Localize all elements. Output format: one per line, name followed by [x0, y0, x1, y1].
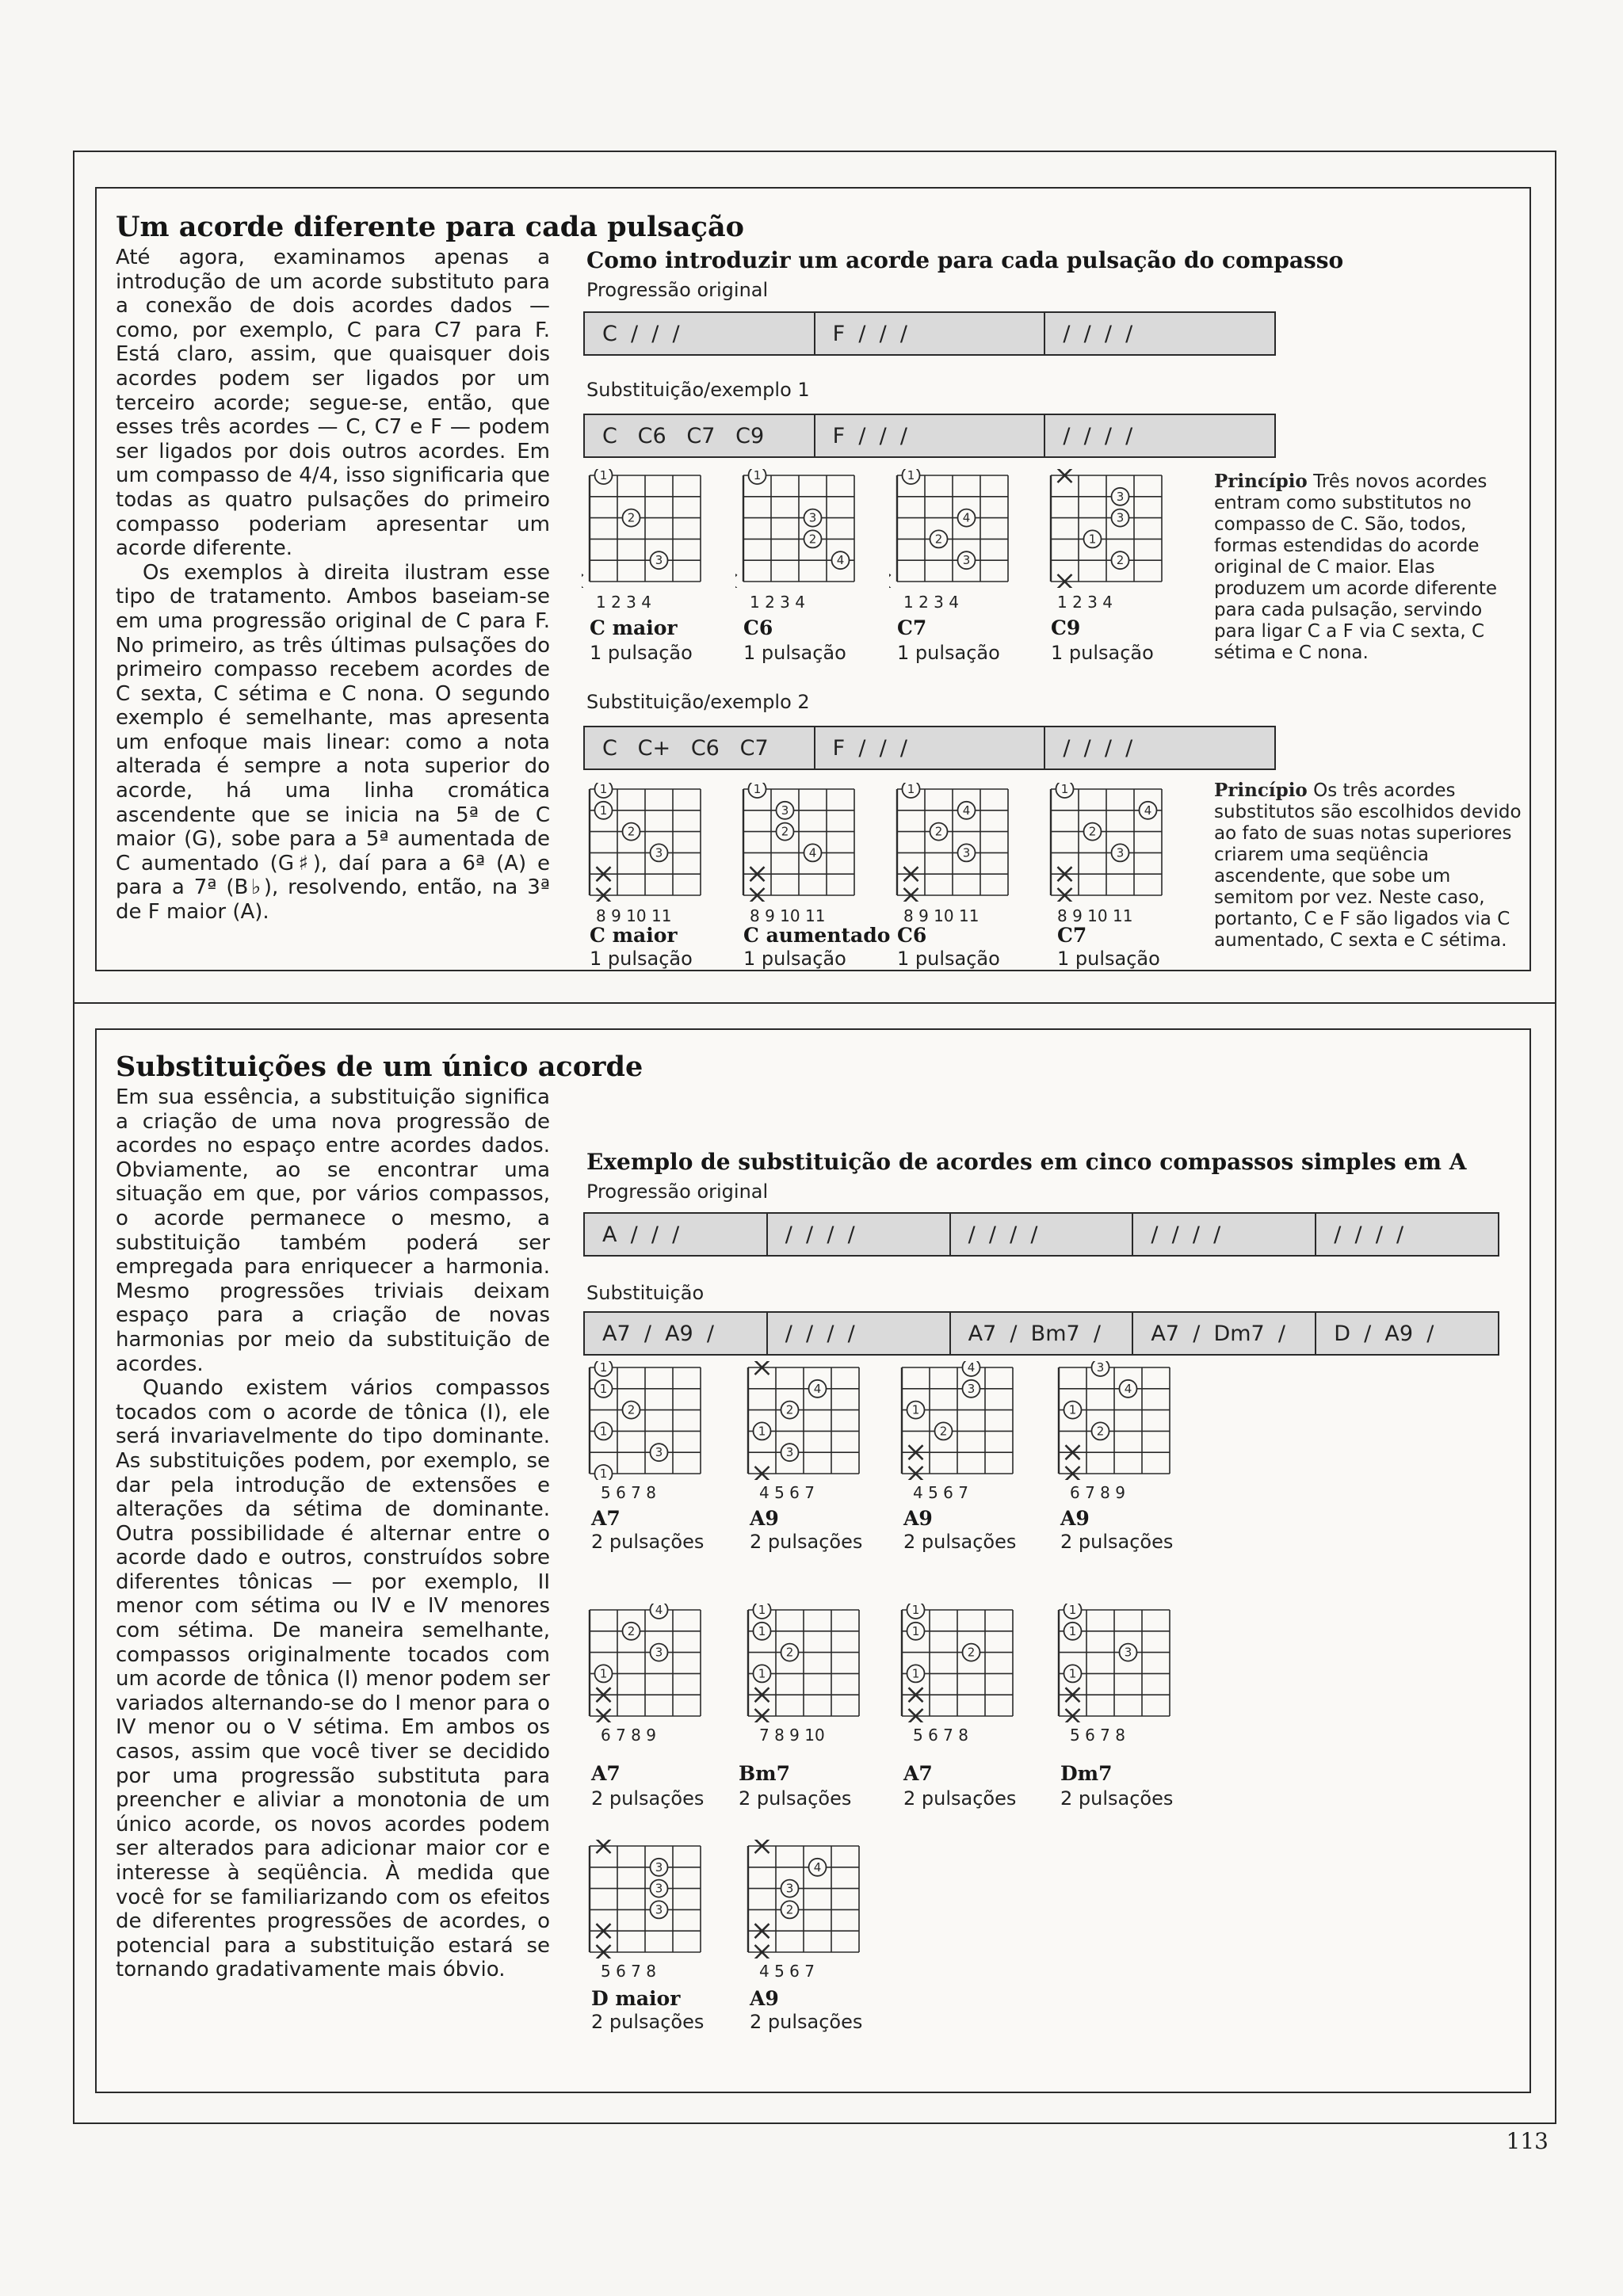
chord-diagram	[889, 783, 1016, 902]
chord-name: A7	[903, 1762, 933, 1785]
finger-number: 3	[1124, 1645, 1132, 1660]
chord-diagram	[894, 1604, 1021, 1722]
chord-name: C maior	[590, 924, 678, 947]
chord-diagram	[1051, 1361, 1178, 1480]
chord-grid	[735, 783, 862, 902]
measure: / / / /	[1063, 321, 1133, 346]
finger-number: 2	[627, 1623, 636, 1638]
measure: A7 / Dm7 /	[1133, 1313, 1316, 1354]
chord-name: C9	[1051, 616, 1081, 639]
chord-diagram	[740, 1840, 867, 1958]
chord-pulse: 2 pulsações	[903, 1531, 1017, 1553]
finger-number: 3	[808, 510, 817, 525]
finger-number: 1	[1068, 1402, 1077, 1417]
principle-label: Princípio	[1214, 471, 1308, 492]
section-1-label-original: Progressão original	[586, 279, 769, 301]
fret-numbers: 8 9 10 11	[750, 906, 826, 925]
measure: / / / /	[768, 1214, 951, 1255]
finger-number: 3	[1116, 489, 1125, 504]
finger-number: 4	[967, 1361, 976, 1375]
measure: F / / /	[815, 727, 1046, 769]
measure: / / / /	[768, 1313, 951, 1354]
finger-number: 2	[1096, 1424, 1105, 1439]
chord-name: Dm7	[1060, 1762, 1113, 1785]
finger-number: 4	[1124, 1381, 1132, 1396]
finger-number: 4	[962, 803, 971, 818]
chord-diagram	[582, 783, 708, 902]
chord-name: Bm7	[739, 1762, 790, 1785]
finger-number: 2	[627, 824, 636, 839]
finger-number: 1	[911, 1604, 920, 1617]
finger-number: 3	[655, 845, 663, 860]
finger-number: 3	[655, 1881, 663, 1896]
chord-pulse: 1 pulsação	[743, 948, 846, 970]
chord-grid	[1051, 1604, 1178, 1722]
section-2-heading: Exemplo de substituição de acordes em cinco compassos simples em A	[586, 1149, 1467, 1175]
chord-diagram	[582, 1840, 708, 1958]
chord-diagram	[1043, 783, 1170, 902]
finger-number: 1	[758, 1424, 766, 1439]
chord-pulse: 2 pulsações	[750, 1531, 863, 1553]
finger-number: 3	[1096, 1361, 1105, 1375]
finger-number: 1	[599, 803, 608, 818]
finger-number: 2	[627, 1402, 636, 1417]
finger-number: 4	[655, 1604, 663, 1617]
finger-number: 3	[655, 553, 663, 568]
page-number: 113	[1506, 2128, 1549, 2154]
finger-number: 1	[758, 1623, 766, 1638]
finger-number: 1	[1088, 532, 1097, 547]
measure: F / / /	[815, 415, 1046, 456]
section-2-label-sub: Substituição	[586, 1282, 705, 1304]
finger-number: 1	[911, 1623, 920, 1638]
fret-numbers: 1 2 3 4	[903, 593, 959, 612]
finger-number: 2	[1088, 824, 1097, 839]
measure: / / / /	[1334, 1222, 1404, 1247]
fret-numbers: 8 9 10 11	[1057, 906, 1133, 925]
finger-number: 4	[836, 553, 845, 568]
fret-numbers: 1 2 3 4	[596, 593, 651, 612]
chord-grid	[740, 1604, 867, 1722]
section-1-label-ex2: Substituição/exemplo 2	[586, 691, 810, 713]
finger-number: 4	[962, 510, 971, 525]
chord-pulse: 1 pulsação	[897, 948, 1000, 970]
muted-string-mark	[889, 574, 891, 588]
section-1-label-ex1: Substituição/exemplo 1	[586, 379, 810, 401]
measure: A7 / A9 /	[585, 1313, 768, 1354]
chord-grid	[1043, 469, 1170, 588]
section-1-title: Um acorde diferente para cada pulsação	[116, 211, 745, 243]
muted-string-mark	[735, 574, 737, 588]
chord-grid	[740, 1840, 867, 1958]
section-2-paragraph: Em sua essência, a substituição significa a criação de uma nova progressão de acordes no espaço entre acordes dados. Obviamente, ao se encontrar uma situação em que, por vários compassos, o acorde permanece o mesmo, a substituição também poderá ser empregada para enriquecer a harmonia. Mesmo progressões triviais deixam espaço para a criação de novas harmonias por meio da substituição de acordes.	[116, 1085, 550, 1376]
chord-grid	[889, 469, 1016, 588]
chord-name: C6	[897, 924, 927, 947]
section-1-heading: Como introduzir um acorde para cada pulsação do compasso	[586, 247, 1344, 273]
finger-number: 1	[911, 1666, 920, 1681]
section-1-bar-ex1	[583, 414, 1276, 458]
finger-number: 3	[655, 1902, 663, 1917]
chord-name: C7	[897, 616, 927, 639]
finger-number: 2	[934, 532, 943, 547]
chord-pulse: 1 pulsação	[1051, 642, 1154, 664]
chord-pulse: 1 pulsação	[590, 948, 693, 970]
finger-number: 4	[808, 845, 817, 860]
finger-number: 2	[785, 1645, 794, 1660]
principle-note-2	[1214, 780, 1525, 952]
chord-grid	[740, 1361, 867, 1480]
measure: A / / /	[585, 1214, 768, 1255]
section-2-bar-sub	[583, 1311, 1499, 1356]
section-2-paragraph: Quando existem vários compassos tocados com o acorde de tônica (I), ele será invariavelmente do tipo dominante. As substituições podem, por exemplo, se dar pela introdução de extensões e alterações da sétima de dominante. Outra possibilidade é alternar entre o acorde dado e outros, construídos sobre diferentes tônicas — por exemplo, II menor com sétima ou IV e IV menores com sétima. De maneira semelhante, compassos originalmente tocados com um acorde de tônica (I) menor podem ser variados alternando-se do I menor para o IV menor ou o V sétima. Em ambos os casos, assim que você tiver se decidido por uma progressão substituta para preencher e aliviar a monotonia de um único acorde, os novos acordes podem ser alterados para adicionar maior cor e interesse à seqüência. À medida que você for se familiarizando com os efeitos de diferentes progressões de acordes, o potencial para a substituição estará se tornando gradativamente mais óbvio.	[116, 1376, 550, 1982]
finger-number: 1	[1068, 1666, 1077, 1681]
chord-pulse: 2 pulsações	[903, 1787, 1017, 1810]
chord-diagram	[735, 469, 862, 588]
chord-name: A9	[1060, 1507, 1090, 1530]
chord-diagram	[894, 1361, 1021, 1480]
finger-number: 1	[907, 783, 915, 796]
measure: / / / /	[951, 1214, 1134, 1255]
finger-number: 2	[967, 1645, 976, 1660]
chord-grid	[889, 783, 1016, 902]
finger-number: 1	[599, 1424, 608, 1439]
fret-numbers: 4 5 6 7	[759, 1483, 815, 1502]
principle-label: Princípio	[1214, 780, 1308, 801]
chord-pulse: 1 pulsação	[590, 642, 693, 664]
finger-number: 3	[785, 1445, 794, 1460]
finger-number: 2	[939, 1424, 948, 1439]
fret-numbers: 8 9 10 11	[903, 906, 980, 925]
chord-grid	[1043, 783, 1170, 902]
chord-name: A7	[591, 1507, 621, 1530]
measure: C / / /	[585, 313, 815, 354]
finger-number: 3	[655, 1445, 663, 1460]
fret-numbers: 4 5 6 7	[759, 1962, 815, 1981]
finger-number: 1	[911, 1402, 920, 1417]
section-1-paragraph: Os exemplos à direita ilustram esse tipo de tratamento. Ambos baseiam-se em uma progressão original de C para F. No primeiro, as três últimas pulsações do primeiro compasso recebem acordes de C sexta, C sétima e C nona. O segundo exemplo é semelhante, mas apresenta um enfoque mais linear: como a nota alterada é sempre a nota superior do acorde, há uma linha cromática ascendente que se inicia na 5ª de C maior (G), sobe para a 5ª aumentada de C aumentado (G♯), daí para a 6ª (A) e para a 7ª (B♭), resolvendo, então, na 3ª de F maior (A).	[116, 560, 550, 925]
section-1-bar-ex2	[583, 726, 1276, 770]
chord-name: A9	[750, 1507, 779, 1530]
chord-diagram	[1051, 1604, 1178, 1722]
chord-diagram	[735, 783, 862, 902]
finger-number: 2	[785, 1902, 794, 1917]
measure: F / / /	[815, 313, 1046, 354]
chord-name: C7	[1057, 924, 1087, 947]
finger-number: 1	[753, 469, 762, 482]
finger-number: 1	[599, 1466, 608, 1480]
finger-number: 2	[808, 532, 817, 547]
finger-number: 1	[758, 1666, 766, 1681]
measure: / / / /	[1133, 1214, 1316, 1255]
chord-name: A7	[591, 1762, 621, 1785]
finger-number: 4	[813, 1381, 822, 1396]
finger-number: 4	[813, 1859, 822, 1875]
finger-number: 1	[1068, 1604, 1077, 1617]
chord-name: C maior	[590, 616, 678, 639]
measure: C C+ C6 C7	[585, 727, 815, 769]
finger-number: 1	[599, 783, 608, 796]
fret-numbers: 5 6 7 8	[601, 1483, 656, 1502]
measure: C C6 C7 C9	[585, 415, 815, 456]
finger-number: 2	[627, 510, 636, 525]
fret-numbers: 5 6 7 8	[913, 1726, 968, 1745]
chord-diagram	[1043, 469, 1170, 588]
finger-number: 3	[1116, 510, 1125, 525]
chord-diagram	[740, 1361, 867, 1480]
measure: / / / /	[1063, 735, 1133, 761]
chord-grid	[894, 1361, 1021, 1480]
chord-name: A9	[750, 1987, 779, 2010]
finger-number: 1	[753, 783, 762, 796]
measure: D / A9 /	[1334, 1321, 1434, 1346]
finger-number: 3	[962, 845, 971, 860]
chord-pulse: 2 pulsações	[591, 2011, 705, 2033]
chord-diagram	[582, 469, 708, 588]
chord-name: D maior	[591, 1987, 681, 2010]
finger-number: 4	[1144, 803, 1152, 818]
finger-number: 3	[1116, 845, 1125, 860]
chord-grid	[1051, 1361, 1178, 1480]
section-1-paragraph: Até agora, examinamos apenas a introdução de um acorde substituto para a conexão de dois acordes dados — como, por exemplo, C para C7 para F. Está claro, assim, que quaisquer dois acordes podem ser ligados por um terceiro acorde; segue-se, então, que esses três acordes — C, C7 e F — podem ser ligados por dois outros acordes. Em um compasso de 4/4, isso significaria que todas as quatro pulsações do primeiro compasso poderiam apresentar um acorde diferente.	[116, 246, 550, 561]
section-1-body	[116, 246, 550, 925]
finger-number: 1	[1060, 783, 1069, 796]
finger-number: 3	[781, 803, 789, 818]
chord-pulse: 1 pulsação	[1057, 948, 1160, 970]
finger-number: 3	[967, 1381, 976, 1396]
section-2-label-original: Progressão original	[586, 1180, 769, 1203]
section-1-bar-original	[583, 311, 1276, 356]
finger-number: 2	[1116, 553, 1125, 568]
chord-grid	[582, 469, 708, 588]
chord-grid	[894, 1604, 1021, 1722]
finger-number: 1	[758, 1604, 766, 1617]
chord-pulse: 2 pulsações	[750, 2011, 863, 2033]
measure: A7 / Bm7 /	[951, 1313, 1134, 1354]
chord-name: A9	[903, 1507, 933, 1530]
fret-numbers: 4 5 6 7	[913, 1483, 968, 1502]
chord-pulse: 2 pulsações	[1060, 1531, 1174, 1553]
fret-numbers: 8 9 10 11	[596, 906, 672, 925]
chord-diagram	[889, 469, 1016, 588]
fret-numbers: 5 6 7 8	[601, 1962, 656, 1981]
principle-text: Três novos acordes entram como substitutos no compasso de C. São, todos, formas estendidas do acorde original de C maior. Elas produzem um acorde diferente para cada pulsação, servindo para ligar C a F via C sexta, C sétima e C nona.	[1214, 471, 1498, 663]
chord-grid	[582, 783, 708, 902]
measure: / / / /	[1063, 423, 1133, 448]
chord-diagram	[582, 1361, 708, 1480]
chord-name: C aumentado	[743, 924, 891, 947]
fret-numbers: 1 2 3 4	[750, 593, 805, 612]
chord-pulse: 1 pulsação	[897, 642, 1000, 664]
chord-name: C6	[743, 616, 773, 639]
chord-pulse: 2 pulsações	[591, 1531, 705, 1553]
principle-text: Os três acordes substitutos são escolhidos devido ao fato de suas notas superiores criarem uma seqüência ascendente, que sobe um semitom por vez. Neste caso, portanto, C e F são ligados via C aumentado, C sexta e C sétima.	[1214, 780, 1522, 951]
chord-pulse: 2 pulsações	[1060, 1787, 1174, 1810]
chord-grid	[582, 1840, 708, 1958]
section-2-body	[116, 1085, 550, 1982]
chord-grid	[582, 1361, 708, 1480]
section-2-title: Substituições de um único acorde	[116, 1051, 643, 1083]
finger-number: 1	[599, 1381, 608, 1396]
fret-numbers: 5 6 7 8	[1070, 1726, 1125, 1745]
finger-number: 1	[599, 469, 608, 482]
finger-number: 3	[962, 553, 971, 568]
chord-grid	[735, 469, 862, 588]
fret-numbers: 1 2 3 4	[1057, 593, 1113, 612]
fret-numbers: 6 7 8 9	[1070, 1483, 1125, 1502]
muted-string-mark	[582, 574, 583, 588]
section-2-bar-original	[583, 1212, 1499, 1257]
chord-diagram	[740, 1604, 867, 1722]
finger-number: 3	[655, 1859, 663, 1875]
finger-number: 2	[934, 824, 943, 839]
chord-diagram	[582, 1604, 708, 1722]
chord-pulse: 1 pulsação	[743, 642, 846, 664]
finger-number: 2	[785, 1402, 794, 1417]
finger-number: 1	[1068, 1623, 1077, 1638]
chord-grid	[582, 1604, 708, 1722]
fret-numbers: 6 7 8 9	[601, 1726, 656, 1745]
finger-number: 3	[785, 1881, 794, 1896]
finger-number: 1	[599, 1361, 608, 1375]
principle-note-1	[1214, 471, 1525, 664]
finger-number: 1	[907, 469, 915, 482]
finger-number: 1	[599, 1666, 608, 1681]
finger-number: 2	[781, 824, 789, 839]
fret-numbers: 7 8 9 10	[759, 1726, 825, 1745]
finger-number: 3	[655, 1645, 663, 1660]
chord-pulse: 2 pulsações	[739, 1787, 852, 1810]
chord-pulse: 2 pulsações	[591, 1787, 705, 1810]
